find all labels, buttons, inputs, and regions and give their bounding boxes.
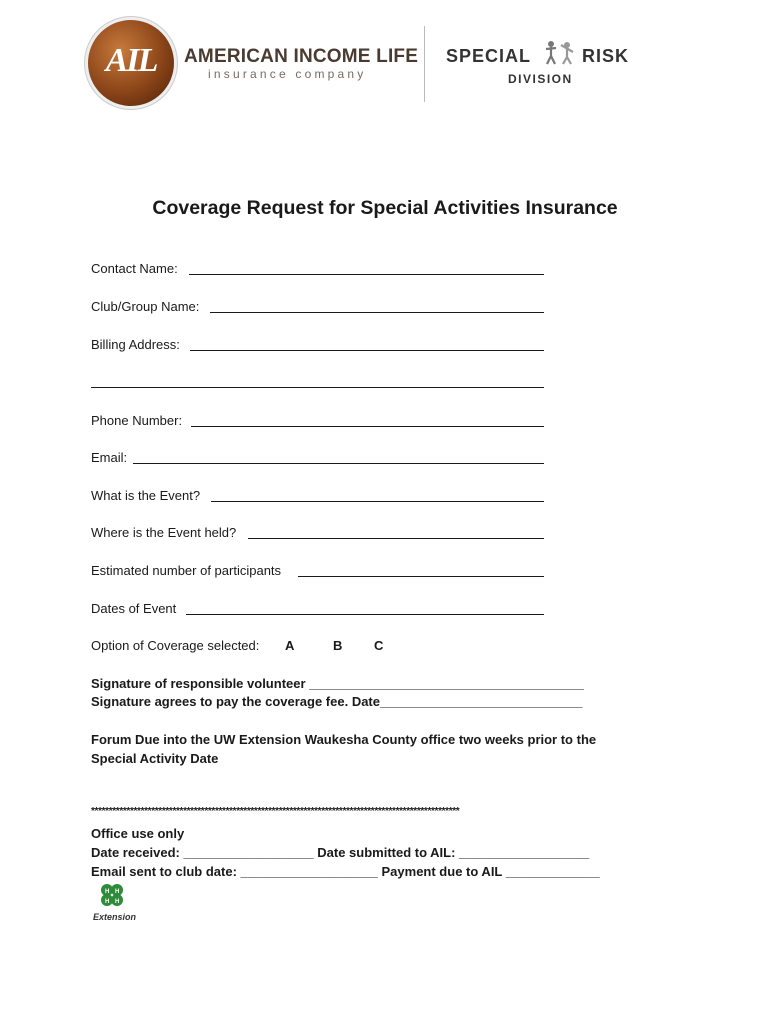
separator: ******************************************************************************************************** <box>91 806 460 817</box>
club-group-label: Club/Group Name: <box>91 299 200 314</box>
billing-address-label: Billing Address: <box>91 337 180 352</box>
dates-line[interactable] <box>186 614 544 615</box>
contact-name-line[interactable] <box>189 274 544 275</box>
phone-label: Phone Number: <box>91 413 183 428</box>
ail-company-name: AMERICAN INCOME LIFE <box>184 46 419 67</box>
signature-date-line[interactable]: Signature agrees to pay the coverage fee. Date____________________________ <box>91 694 583 709</box>
coverage-option-a[interactable]: A <box>285 638 295 653</box>
email-line[interactable] <box>133 463 544 464</box>
extension-logo-text: Extension <box>93 912 137 922</box>
srd-special-word: SPECIAL <box>446 46 532 66</box>
ail-company-subtitle: insurance company <box>208 67 367 81</box>
srd-risk-word: RISK <box>582 46 630 66</box>
notice-line-2: Special Activity Date <box>91 751 219 766</box>
coverage-option-b[interactable]: B <box>333 638 343 653</box>
dates-label: Dates of Event <box>91 601 177 616</box>
coverage-label: Option of Coverage selected: <box>91 638 260 653</box>
email-label: Email: <box>91 450 128 465</box>
event-location-label: Where is the Event held? <box>91 525 237 540</box>
billing-address-line-2[interactable] <box>91 387 544 388</box>
svg-text:H: H <box>105 889 110 895</box>
billing-address-line[interactable] <box>190 350 544 351</box>
ail-logo-text: AIL <box>105 42 157 79</box>
svg-text:H: H <box>115 899 120 905</box>
people-jumping-icon <box>543 40 577 72</box>
svg-text:H: H <box>115 889 120 895</box>
coverage-option-c[interactable]: C <box>374 638 384 653</box>
event-location-line[interactable] <box>248 538 544 539</box>
participants-label: Estimated number of participants <box>91 563 282 578</box>
office-payment-line[interactable]: Email sent to club date: ___________________ Payment due to AIL _____________ <box>91 864 600 879</box>
event-label: What is the Event? <box>91 488 201 503</box>
signature-line[interactable]: Signature of responsible volunteer ______________________________________ <box>91 676 584 691</box>
participants-line[interactable] <box>298 576 544 577</box>
contact-name-label: Contact Name: <box>91 261 178 276</box>
club-group-line[interactable] <box>210 312 544 313</box>
phone-line[interactable] <box>191 426 544 427</box>
ail-logo <box>88 20 174 106</box>
office-dates-line[interactable]: Date received: __________________ Date submitted to AIL: __________________ <box>91 845 590 860</box>
office-use-heading: Office use only <box>91 826 185 841</box>
header-divider <box>424 26 425 102</box>
event-line[interactable] <box>211 501 544 502</box>
page-title: Coverage Request for Special Activities Insurance <box>152 197 618 219</box>
notice-line-1: Forum Due into the UW Extension Waukesha County office two weeks prior to the <box>91 732 597 747</box>
srd-division: DIVISION <box>508 72 573 86</box>
svg-text:H: H <box>105 899 110 905</box>
